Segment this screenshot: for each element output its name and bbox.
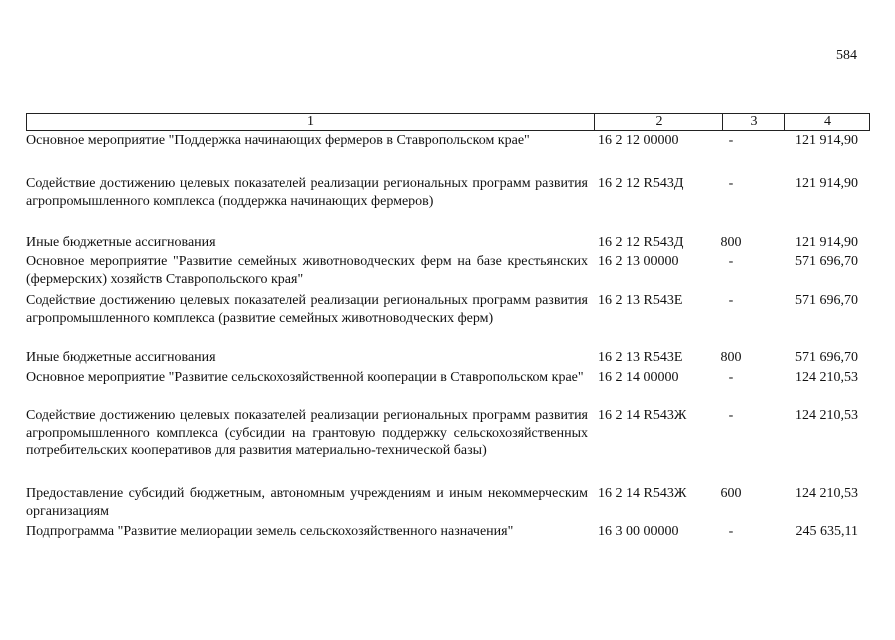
row-code: 16 2 14 00000 bbox=[598, 370, 679, 385]
row-name: Основное мероприятие "Развитие семейных животноводческих ферм на базе крестьянских (фермерских) хозяйств Ставропольского края" bbox=[26, 254, 588, 287]
row-amount: 121 914,90 bbox=[795, 176, 858, 191]
row-name: Содействие достижению целевых показателей реализации региональных программ развития агропромышленного комплекса (субсидии на грантовую поддержку сельскохозяйственных потребительских кооперативов для развития материально-технической базы) bbox=[26, 408, 588, 458]
row-name: Иные бюджетные ассигнования bbox=[26, 235, 216, 250]
row-amount: 121 914,90 bbox=[795, 133, 858, 148]
row-code: 16 2 13 R543Е bbox=[598, 293, 683, 308]
row-amount: 124 210,53 bbox=[795, 408, 858, 423]
row-amount: 124 210,53 bbox=[795, 486, 858, 501]
header-col-3: 3 bbox=[722, 114, 785, 130]
row-type: - bbox=[728, 133, 734, 148]
row-name: Основное мероприятие "Развитие сельскохозяйственной кооперации в Ставропольском крае" bbox=[26, 370, 584, 385]
row-type: - bbox=[728, 524, 734, 539]
row-amount: 124 210,53 bbox=[795, 370, 858, 385]
row-type: 600 bbox=[720, 486, 742, 501]
row-amount: 571 696,70 bbox=[795, 350, 858, 365]
header-col-1: 1 bbox=[307, 114, 314, 129]
row-name: Содействие достижению целевых показателей реализации региональных программ развития агропромышленного комплекса (поддержка начинающих фермеров) bbox=[26, 176, 588, 209]
row-amount: 571 696,70 bbox=[795, 254, 858, 269]
row-code: 16 2 12 00000 bbox=[598, 133, 679, 148]
row-name: Предоставление субсидий бюджетным, автономным учреждениям и иным некоммерческим организациям bbox=[26, 486, 588, 519]
table-header bbox=[26, 113, 870, 131]
row-code: 16 2 14 R543Ж bbox=[598, 408, 687, 423]
row-name: Содействие достижению целевых показателей реализации региональных программ развития агропромышленного комплекса (развитие семейных животноводческих ферм) bbox=[26, 293, 588, 326]
row-name: Подпрограмма "Развитие мелиорации земель сельскохозяйственного назначения" bbox=[26, 524, 514, 539]
row-type: - bbox=[728, 293, 734, 308]
row-code: 16 2 12 R543Д bbox=[598, 176, 684, 191]
row-type: - bbox=[728, 370, 734, 385]
row-amount: 571 696,70 bbox=[795, 293, 858, 308]
row-type: - bbox=[728, 176, 734, 191]
row-amount: 121 914,90 bbox=[795, 235, 858, 250]
row-type: - bbox=[728, 254, 734, 269]
row-name: Основное мероприятие "Поддержка начинающих фермеров в Ставропольском крае" bbox=[26, 133, 530, 148]
page-number: 584 bbox=[836, 48, 857, 63]
header-col-2: 2 bbox=[594, 114, 723, 130]
row-code: 16 2 14 R543Ж bbox=[598, 486, 687, 501]
row-code: 16 3 00 00000 bbox=[598, 524, 679, 539]
row-code: 16 2 12 R543Д bbox=[598, 235, 684, 250]
header-col-4: 4 bbox=[784, 114, 870, 130]
row-type: 800 bbox=[720, 235, 742, 250]
row-name: Иные бюджетные ассигнования bbox=[26, 350, 216, 365]
row-type: - bbox=[728, 408, 734, 423]
row-type: 800 bbox=[720, 350, 742, 365]
row-amount: 245 635,11 bbox=[795, 524, 858, 539]
row-code: 16 2 13 00000 bbox=[598, 254, 679, 269]
row-code: 16 2 13 R543Е bbox=[598, 350, 683, 365]
